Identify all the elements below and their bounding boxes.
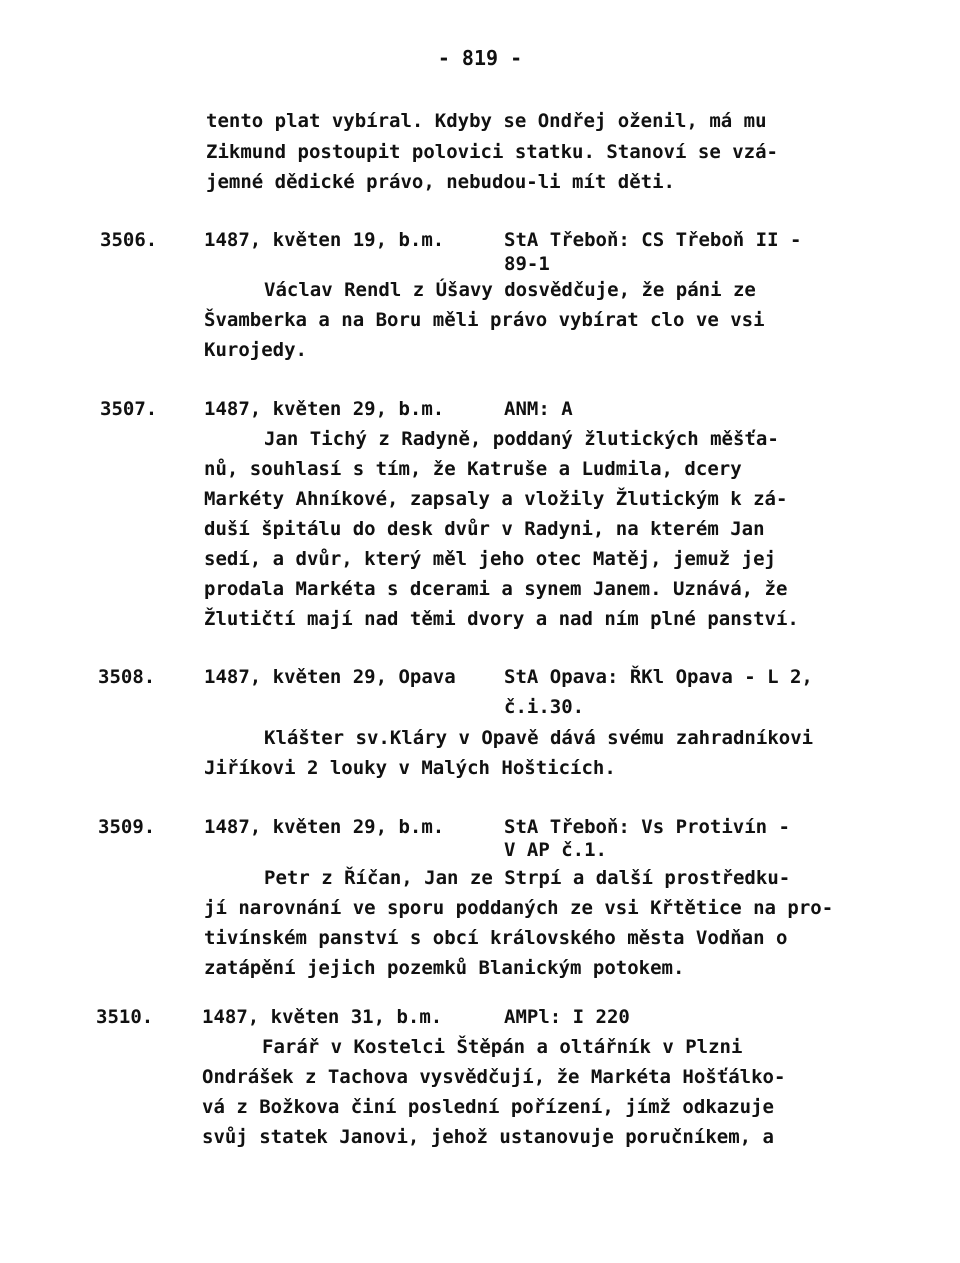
entry-date: 1487, květen 31, b.m.: [202, 1006, 443, 1028]
entry-text-line: Kurojedy.: [204, 339, 307, 361]
entry-text-line: Markéty Ahníkové, zapsaly a vložily Žlutickým k zá-: [204, 488, 788, 510]
entry-text-line: tivínském panství s obcí královského města Vodňan o: [204, 927, 788, 949]
entry-text-line: duší špitálu do desk dvůr v Radyni, na kterém Jan: [204, 518, 765, 540]
entry-text-line: Petr z Říčan, Jan ze Strpí a další prostředku-: [264, 867, 791, 889]
entry-date: 1487, květen 29, Opava: [204, 666, 456, 688]
entry-text-line: Ondrášek z Tachova vysvědčují, že Markéta Hošťálko-: [202, 1066, 786, 1088]
entry-number: 3510.: [96, 1006, 154, 1028]
entry-number: 3506.: [100, 229, 158, 251]
entry-text-line: Václav Rendl z Úšavy dosvědčuje, že páni ze: [264, 279, 756, 301]
entry-text-line: Švamberka a na Boru měli právo vybírat clo ve vsi: [204, 309, 765, 331]
entry-text-line: Žlutičtí mají nad těmi dvory a nad ním plné panství.: [204, 608, 799, 630]
entry-number: 3508.: [98, 666, 156, 688]
entry-source: 89-1: [504, 253, 550, 275]
entry-number: 3507.: [100, 398, 158, 420]
entry-text-line: svůj statek Janovi, jehož ustanovuje poručníkem, a: [202, 1126, 774, 1148]
entry-text-line: Jan Tichý z Radyně, poddaný žlutických měšťa-: [264, 428, 779, 450]
entry-date: 1487, květen 29, b.m.: [204, 398, 445, 420]
entry-text-line: Farář v Kostelci Štěpán a oltářník v Plzni: [262, 1036, 743, 1058]
entry-source: č.i.30.: [504, 696, 585, 718]
page-number: - 819 -: [437, 46, 523, 70]
entry-text-line: Klášter sv.Kláry v Opavě dává svému zahradníkovi: [264, 727, 814, 749]
entry-date: 1487, květen 29, b.m.: [204, 816, 445, 838]
entry-text-line: sedí, a dvůr, který měl jeho otec Matěj, jemuž jej: [204, 548, 776, 570]
entry-text-line: jí narovnání ve sporu poddaných ze vsi Křtětice na pro-: [204, 897, 834, 919]
entry-text-line: Jiříkovi 2 louky v Malých Hošticích.: [204, 757, 616, 779]
entry-source: V AP č.1.: [504, 839, 607, 861]
intro-line: jemné dědické právo, nebudou-li mít děti.: [206, 171, 675, 193]
intro-line: Zikmund postoupit polovici statku. Stanoví se vzá-: [206, 141, 778, 163]
entry-text-line: zatápění jejich pozemků Blanickým potokem.: [204, 957, 685, 979]
entry-text-line: prodala Markéta s dcerami a synem Janem. Uznává, že: [204, 578, 788, 600]
entry-date: 1487, květen 19, b.m.: [204, 229, 445, 251]
entry-text-line: vá z Božkova činí poslední pořízení, jímž odkazuje: [202, 1096, 774, 1118]
entry-number: 3509.: [98, 816, 156, 838]
entry-source: StA Opava: ŘKl Opava - L 2,: [504, 666, 813, 688]
entry-source: ANM: A: [504, 398, 573, 420]
entry-source: AMPl: I 220: [504, 1006, 630, 1028]
entry-source: StA Třeboň: Vs Protivín -: [504, 816, 790, 838]
entry-source: StA Třeboň: CS Třeboň II -: [504, 229, 802, 251]
intro-line: tento plat vybíral. Kdyby se Ondřej oženil, má mu: [206, 110, 767, 132]
entry-text-line: nů, souhlasí s tím, že Katruše a Ludmila, dcery: [204, 458, 742, 480]
